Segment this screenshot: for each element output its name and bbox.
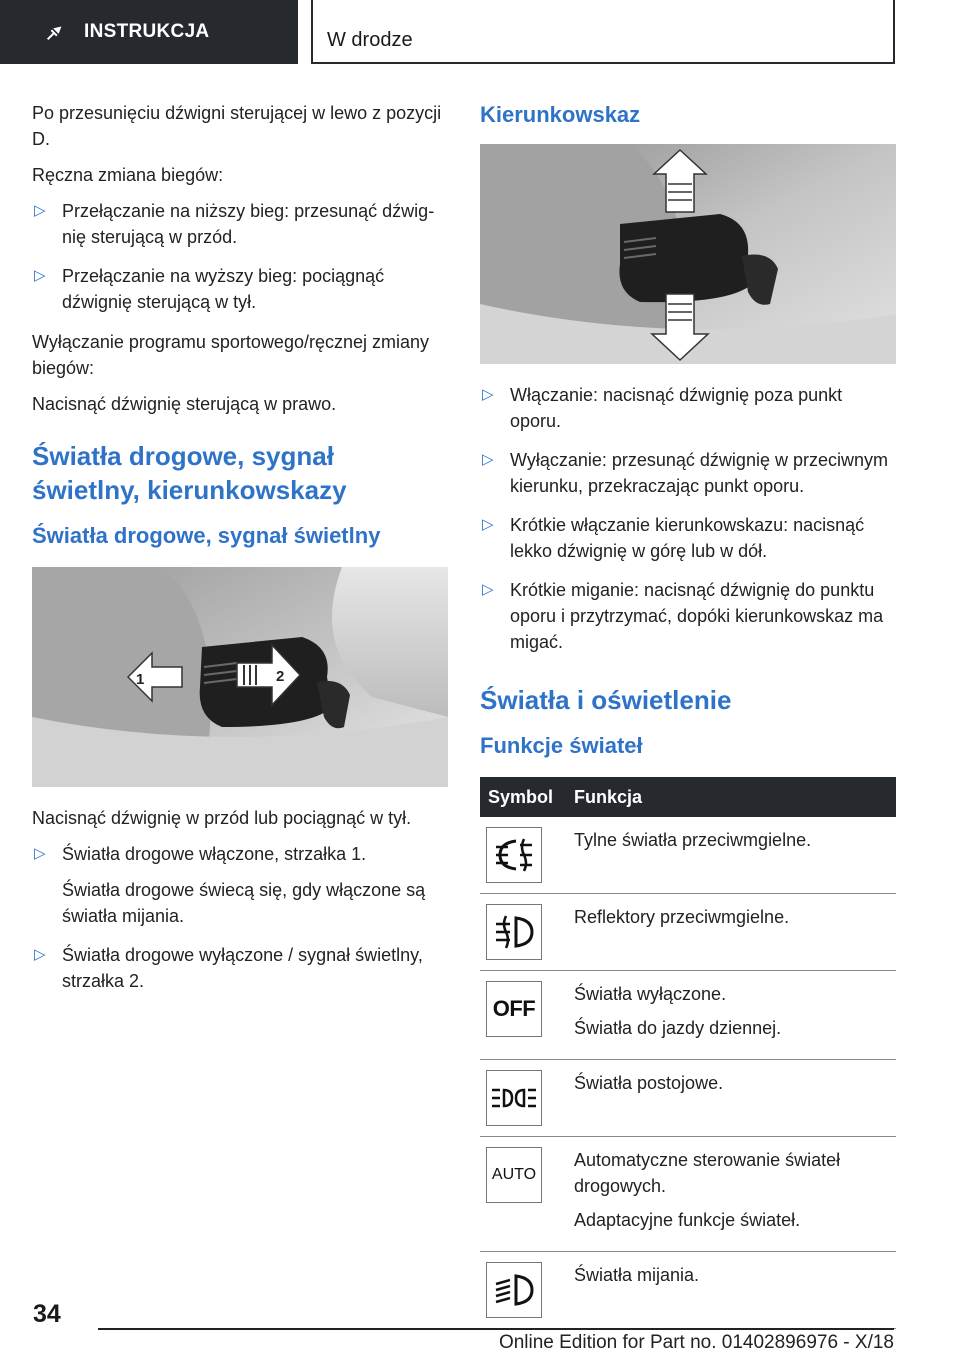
paragraph: Po przesunięciu dźwigni sterującej w lewo z pozycji D. xyxy=(32,103,442,149)
footer-edition: Online Edition for Part no. 01402896976 - X/18 xyxy=(98,1328,894,1354)
column-header-symbol: Symbol xyxy=(480,777,566,817)
column-header-function: Funkcja xyxy=(566,777,896,817)
light-functions-table xyxy=(480,777,896,1329)
table-header-row xyxy=(480,777,896,817)
subsection-heading: Funkcje świateł xyxy=(480,733,643,758)
list-item: ▷ Krótkie miganie: nacisnąć dźwignię do punktu oporu i przytrzymać, dopóki kierunkowskaz ma migać. xyxy=(480,577,896,655)
triangle-bullet-icon: ▷ xyxy=(34,845,46,862)
section-heading: Światła drogowe, sygnał świetlny, kierunkowskazy xyxy=(32,441,347,505)
list-item: ▷ Światła drogowe włączone, strzałka 1. Światła drogowe świecą się, gdy włączone są światła mijania. xyxy=(32,841,448,929)
arrow-label-2: 2 xyxy=(276,668,285,685)
section-title: W drodze xyxy=(311,0,895,64)
paragraph: Nacisnąć dźwignię sterującą w prawo. xyxy=(32,394,337,414)
triangle-bullet-icon: ▷ xyxy=(482,581,494,598)
right-column xyxy=(480,100,896,1329)
triangle-bullet-icon: ▷ xyxy=(482,386,494,403)
paragraph: Ręczna zmiana biegów: xyxy=(32,165,224,185)
left-column xyxy=(32,100,448,1008)
arrow-label-1: 1 xyxy=(136,671,145,688)
low-beam-icon xyxy=(486,1262,542,1318)
manual-shift-list xyxy=(32,198,448,315)
paragraph: Nacisnąć dźwignię w przód lub pociągnąć w tył. xyxy=(32,808,412,828)
parking-lights-icon xyxy=(486,1070,542,1126)
table-row: OFF Światła wyłączone. Światła do jazdy dziennej. xyxy=(480,971,896,1060)
triangle-bullet-icon: ▷ xyxy=(482,516,494,533)
pin-icon xyxy=(44,21,66,43)
front-fog-light-icon xyxy=(486,904,542,960)
page-number: 34 xyxy=(33,1300,61,1328)
table-row: Światła mijania. xyxy=(480,1252,896,1329)
turn-signal-list xyxy=(480,382,896,655)
subsection-heading: Światła drogowe, sygnał świetlny xyxy=(32,523,381,548)
rear-fog-light-icon xyxy=(486,827,542,883)
high-beam-lever-photo xyxy=(32,567,448,787)
high-beam-list xyxy=(32,841,448,994)
triangle-bullet-icon: ▷ xyxy=(482,451,494,468)
list-item: ▷ Przełączanie na niższy bieg: przesunąć dźwignię sterującą w przód. xyxy=(32,198,448,250)
section-heading: Światła i oświetlenie xyxy=(480,685,732,715)
list-item: ▷ Światła drogowe wyłączone / sygnał świetlny, strzałka 2. xyxy=(32,942,448,994)
table-row: Tylne światła przeciwmgielne. xyxy=(480,817,896,894)
triangle-bullet-icon: ▷ xyxy=(34,202,46,219)
table-row: Reflektory przeciwmgielne. xyxy=(480,894,896,971)
table-row: AUTO Automatyczne sterowanie świateł drogowych. Adaptacyjne funkcje świateł. xyxy=(480,1137,896,1252)
paragraph: Wyłączanie programu sportowego/ręcznej zmiany biegów: xyxy=(32,332,430,378)
list-item: ▷ Wyłączanie: przesunąć dźwignię w przeciwnym kierunku, przekraczając punkt oporu. xyxy=(480,447,896,499)
turn-signal-lever-photo xyxy=(480,144,896,364)
header-tab-label: INSTRUKCJA xyxy=(84,21,210,42)
list-item: ▷ Włączanie: nacisnąć dźwignię poza punkt oporu. xyxy=(480,382,896,434)
triangle-bullet-icon: ▷ xyxy=(34,267,46,284)
list-item: ▷ Krótkie włączanie kierunkowskazu: nacisnąć lekko dźwignię w górę lub w dół. xyxy=(480,512,896,564)
subsection-heading: Kierunkowskaz xyxy=(480,102,641,127)
auto-lights-icon: AUTO xyxy=(486,1147,542,1203)
header-tab[interactable] xyxy=(0,0,298,64)
triangle-bullet-icon: ▷ xyxy=(34,946,46,963)
lights-off-icon: OFF xyxy=(486,981,542,1037)
list-item: ▷ Przełączanie na wyższy bieg: pociągnąć dźwignię sterującą w tył. xyxy=(32,263,448,315)
table-row: Światła postojowe. xyxy=(480,1060,896,1137)
